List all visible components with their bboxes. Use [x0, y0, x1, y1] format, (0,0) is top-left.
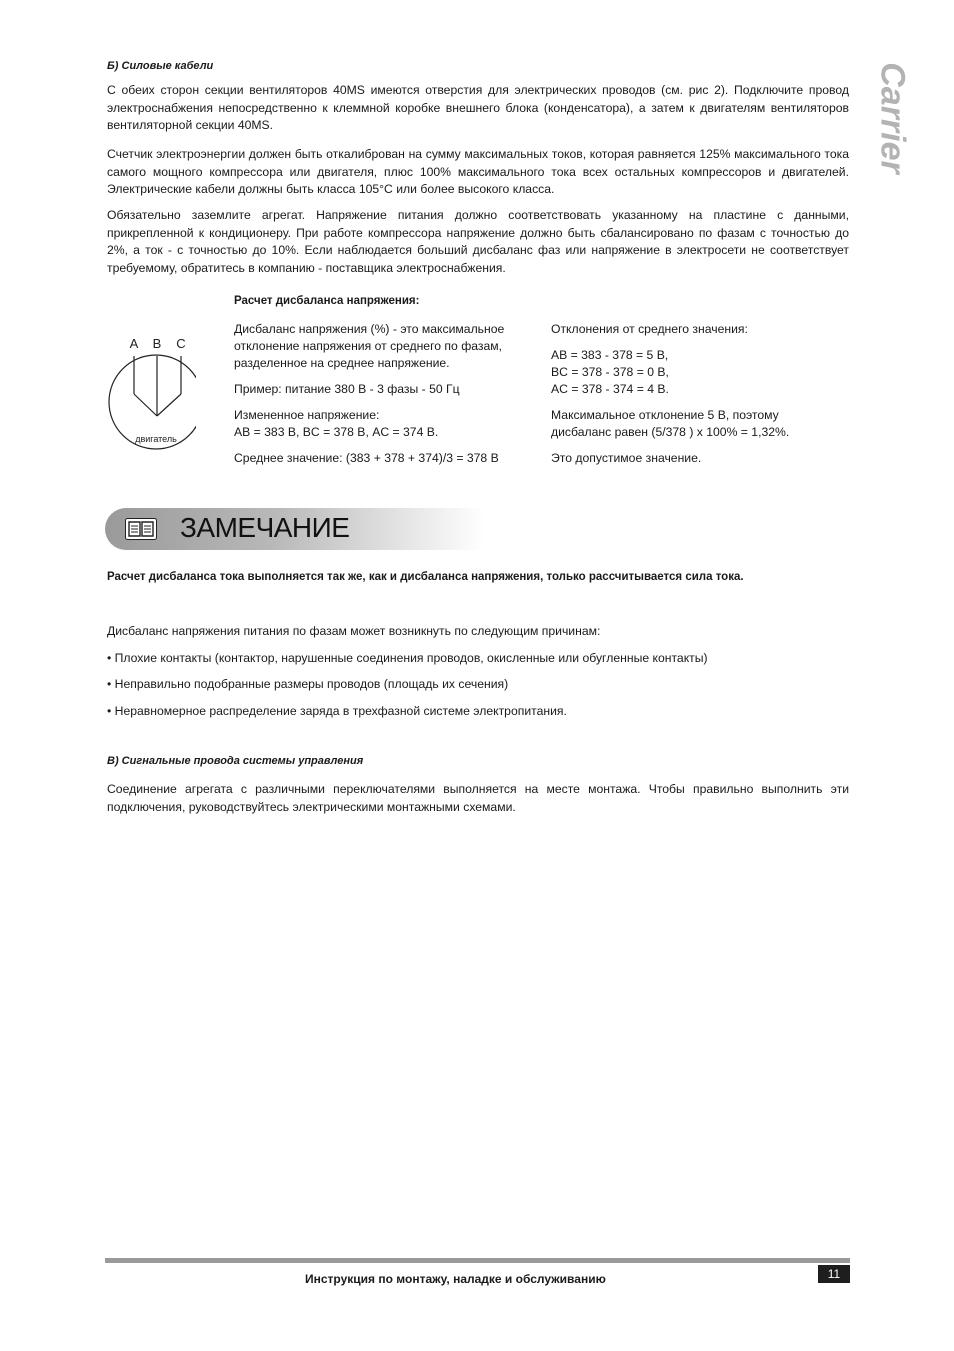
book-icon [125, 518, 157, 540]
note-text: Расчет дисбаланса тока выполняется так же, как и дисбаланса напряжения, только рассчитывается сила тока. [107, 571, 744, 583]
causes-intro: Дисбаланс напряжения питания по фазам может возникнуть по следующим причинам: [107, 624, 601, 638]
measured-values: AB = 383 В, BC = 378 В, AC = 374 В. [234, 425, 439, 439]
deviation-ac: AC = 378 - 374 = 4 В. [551, 382, 669, 396]
cause-item: • Плохие контакты (контактор, нарушенные соединения проводов, окисленные или обугленные контакты) [107, 651, 708, 665]
note-title: ЗАМЕЧАНИЕ [180, 512, 350, 543]
phase-b-label: B [152, 336, 162, 351]
section-v-heading: В) Сигнальные провода системы управления [107, 755, 364, 767]
section-b-paragraph-2: Счетчик электроэнергии должен быть откалиброван на сумму максимальных токов, которая равняется 125% максимального тока самого мощного компрессора или двигателя, плюс 100% максимального тока всех остальных компрессоров и двигателей. Электрические кабели должны быть класса 105°С или более высокого класса. [107, 147, 849, 196]
motor-diagram [86, 332, 196, 457]
phase-c-label: C [176, 336, 186, 351]
note-banner [105, 508, 485, 550]
max-deviation [551, 407, 841, 441]
brand-name: Carrier [873, 62, 912, 174]
footer-title: Инструкция по монтажу, наладке и обслуживанию [305, 1272, 606, 1286]
brand-logo [862, 58, 922, 178]
section-b-heading: Б) Силовые кабели [107, 60, 214, 72]
deviations-label: Отклонения от среднего значения: [551, 322, 748, 336]
calc-title: Расчет дисбаланса напряжения: [234, 295, 420, 307]
measured-voltage [234, 407, 534, 441]
deviation-ab: AB = 383 - 378 = 5 В, [551, 348, 669, 362]
section-b-paragraph-3: Обязательно заземлите агрегат. Напряжение питания должно соответствовать указанному на пластине с данными, прикрепленной к кондиционеру. При работе компрессора напряжение должно быть сбалансировано по фазам с точностью до 2%, а ток - с точностью до 10%. Если наблюдается больший дисбаланс фаз или напряжение в электросети не соответствует требуемому, обратитесь в компанию - поставщика электроснабжения. [107, 208, 849, 275]
footer-divider [105, 1258, 850, 1263]
acceptable-note: Это допустимое значение. [551, 451, 702, 465]
average-voltage: Среднее значение: (383 + 378 + 374)/3 = 378 В [234, 451, 499, 465]
calc-left-column [234, 321, 534, 476]
phase-a-label: A [129, 336, 139, 351]
cause-item: • Неправильно подобранные размеры проводов (площадь их сечения) [107, 677, 509, 691]
section-v-text: Соединение агрегата с различными переключателями выполняется на месте монтажа. Чтобы правильно выполнить эти подключения, руководствуйтесь электрическими монтажными схемами. [107, 782, 849, 814]
cause-item: • Неравномерное распределение заряда в трехфазной системе электропитания. [107, 704, 567, 718]
measured-label: Измененное напряжение: [234, 408, 380, 422]
page-number: 11 [818, 1265, 850, 1283]
max-deviation-line-2: дисбаланс равен (5/378 ) x 100% = 1,32%. [551, 425, 790, 439]
imbalance-definition: Дисбаланс напряжения (%) - это максимальное отклонение напряжения от среднего по фазам, разделенное на среднее напряжение. [234, 322, 505, 370]
deviation-bc: BC = 378 - 378 = 0 В, [551, 365, 669, 379]
section-b-paragraph-1: С обеих сторон секции вентиляторов 40MS имеются отверстия для электрических проводов (см. рис 2). Подключите провод электроснабжения непосредственно к клеммной коробке внешнего блока (конденсатора), а затем к двигателям вентиляторов вентиляторной секции 40MS. [107, 83, 849, 132]
max-deviation-line-1: Максимальное отклонение 5 В, поэтому [551, 408, 779, 422]
calc-right-column [551, 321, 841, 476]
deviation-values [551, 347, 841, 398]
motor-label: двигатель [135, 434, 177, 444]
example-supply: Пример: питание 380 В - 3 фазы - 50 Гц [234, 382, 460, 396]
